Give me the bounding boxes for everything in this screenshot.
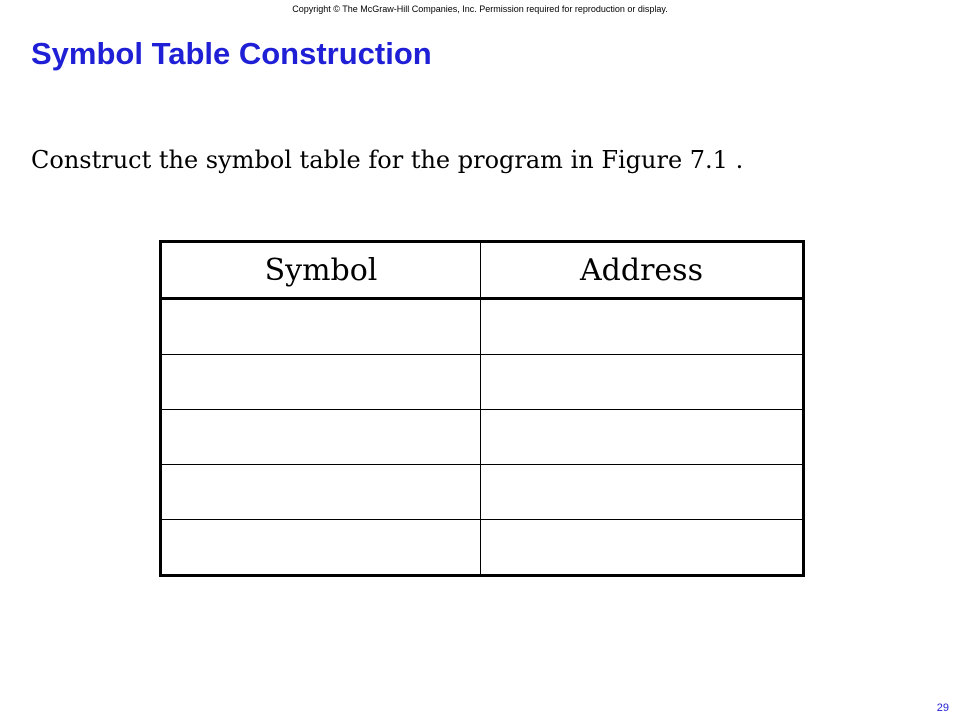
page-number: 29 (936, 702, 949, 714)
symbol-cell (161, 299, 481, 355)
copyright-notice: Copyright © The McGraw-Hill Companies, Inc. Permission required for reproduction or display. (292, 4, 668, 14)
table-header-row (161, 242, 804, 299)
slide-title: Symbol Table Construction (31, 36, 432, 71)
address-column-header: Address (481, 242, 804, 299)
table-row (161, 410, 804, 465)
instruction-text: Construct the symbol table for the program in Figure 7.1 . (31, 146, 744, 174)
table-row (161, 520, 804, 576)
address-cell (481, 299, 804, 355)
symbol-cell (161, 355, 481, 410)
table-row (161, 355, 804, 410)
symbol-cell (161, 465, 481, 520)
address-cell (481, 355, 804, 410)
address-cell (481, 465, 804, 520)
address-cell (481, 410, 804, 465)
symbol-table (159, 240, 805, 577)
symbol-cell (161, 520, 481, 576)
symbol-cell (161, 410, 481, 465)
table-row (161, 299, 804, 355)
symbol-column-header: Symbol (161, 242, 481, 299)
table-row (161, 465, 804, 520)
address-cell (481, 520, 804, 576)
